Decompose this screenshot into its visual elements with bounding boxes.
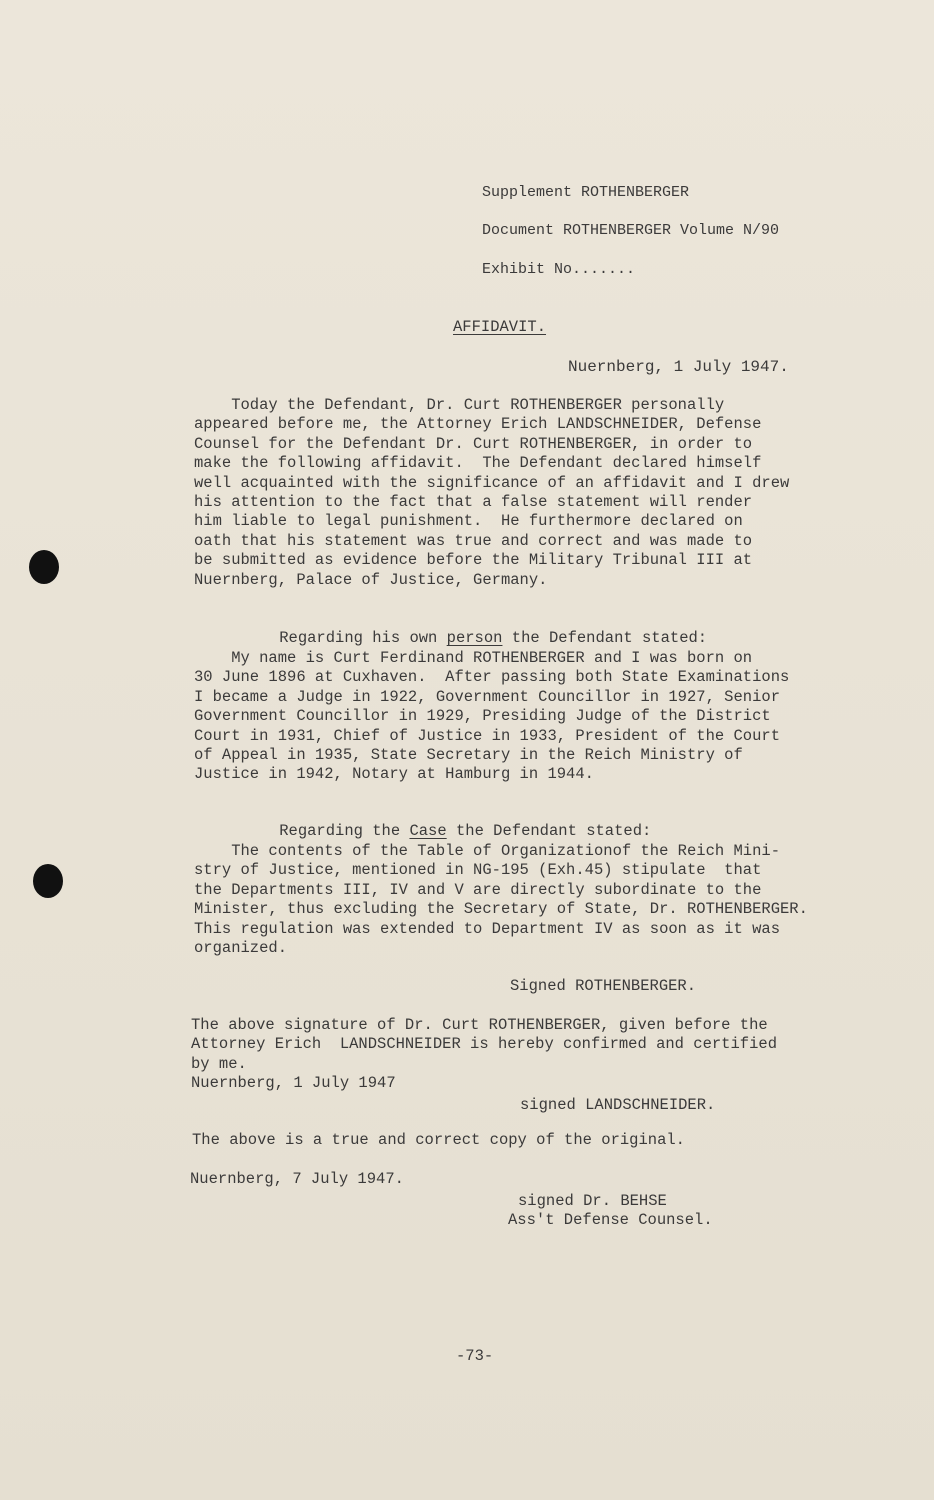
- confirmation-line: The above signature of Dr. Curt ROTHENBERGER, given before the: [191, 1016, 768, 1034]
- intro-line: Counsel for the Defendant Dr. Curt ROTHENBERGER, in order to: [194, 434, 753, 453]
- person-line: Government Councillor in 1929, Presiding Judge of the District: [194, 707, 771, 726]
- date-confirmation: Nuernberg, 1 July 1947: [191, 1074, 396, 1092]
- punch-hole-top: [29, 550, 59, 584]
- case-line: the Departments III, IV and V are directly subordinate to the: [194, 880, 762, 899]
- person-line: My name is Curt Ferdinand ROTHENBERGER and I was born on: [194, 649, 753, 667]
- confirmation-paragraph: [191, 1016, 831, 1074]
- signer-title: Ass't Defense Counsel.: [508, 1211, 713, 1229]
- intro-line: him liable to legal punishment. He furthermore declared on: [194, 512, 743, 531]
- case-heading-after: the Defendant stated:: [446, 822, 652, 841]
- punch-hole-bottom: [33, 864, 63, 898]
- person-line: 30 June 1896 at Cuxhaven. After passing both State Examinations: [194, 668, 790, 687]
- copy-statement: The above is a true and correct copy of the original.: [192, 1131, 685, 1149]
- person-paragraph: [194, 649, 834, 785]
- case-line: This regulation was extended to Department IV as soon as it was: [194, 919, 780, 938]
- case-line: stry of Justice, mentioned in NG-195 (Exh.45) stipulate that: [194, 861, 762, 880]
- signed-behse: signed Dr. BEHSE: [518, 1192, 667, 1210]
- exhibit-line: Exhibit No.......: [482, 261, 636, 278]
- confirmation-line: Attorney Erich LANDSCHNEIDER is hereby confirmed and certified: [191, 1035, 777, 1054]
- person-heading-underlined: person: [446, 629, 503, 648]
- confirmation-line: by me.: [191, 1054, 247, 1073]
- intro-line: make the following affidavit. The Defendant declared himself: [194, 454, 762, 473]
- signed-rothenberger: Signed ROTHENBERGER.: [510, 977, 697, 995]
- intro-line: Nuernberg, Palace of Justice, Germany.: [194, 570, 548, 589]
- date-copy: Nuernberg, 7 July 1947.: [190, 1170, 404, 1188]
- case-line: organized.: [194, 939, 288, 958]
- intro-line: be submitted as evidence before the Military Tribunal III at: [194, 551, 753, 570]
- signed-landschneider: signed LANDSCHNEIDER.: [520, 1096, 716, 1114]
- case-line: Minister, thus excluding the Secretary of State, Dr. ROTHENBERGER.: [194, 900, 808, 919]
- intro-line: well acquainted with the significance of an affidavit and I drew: [194, 473, 790, 492]
- supplement-line: Supplement ROTHENBERGER: [482, 184, 690, 201]
- person-line: Court in 1931, Chief of Justice in 1933, President of the Court: [194, 726, 780, 745]
- page-number: -73-: [456, 1347, 494, 1365]
- case-heading-before: Regarding the: [279, 822, 410, 841]
- person-line: of Appeal in 1935, State Secretary in the Reich Ministry of: [194, 746, 743, 765]
- document-title: AFFIDAVIT.: [453, 318, 547, 336]
- case-line: The contents of the Table of Organizationof the Reich Mini-: [194, 842, 780, 860]
- person-line: I became a Judge in 1922, Government Councillor in 1927, Senior: [194, 687, 780, 706]
- intro-line: his attention to the fact that a false statement will render: [194, 493, 753, 512]
- intro-line: Today the Defendant, Dr. Curt ROTHENBERGER personally: [194, 396, 725, 414]
- case-heading-underlined: Case: [409, 822, 447, 841]
- person-line: Justice in 1942, Notary at Hamburg in 1944.: [194, 765, 594, 784]
- intro-line: oath that his statement was true and correct and was made to: [194, 531, 753, 550]
- case-paragraph: [194, 842, 834, 958]
- date-place: Nuernberg, 1 July 1947.: [568, 358, 789, 376]
- intro-paragraph: [194, 396, 834, 590]
- document-line: Document ROTHENBERGER Volume N/90: [482, 222, 780, 239]
- person-heading-before: Regarding his own: [279, 629, 447, 648]
- intro-line: appeared before me, the Attorney Erich LANDSCHNEIDER, Defense: [194, 415, 762, 434]
- person-heading-after: the Defendant stated:: [502, 629, 708, 648]
